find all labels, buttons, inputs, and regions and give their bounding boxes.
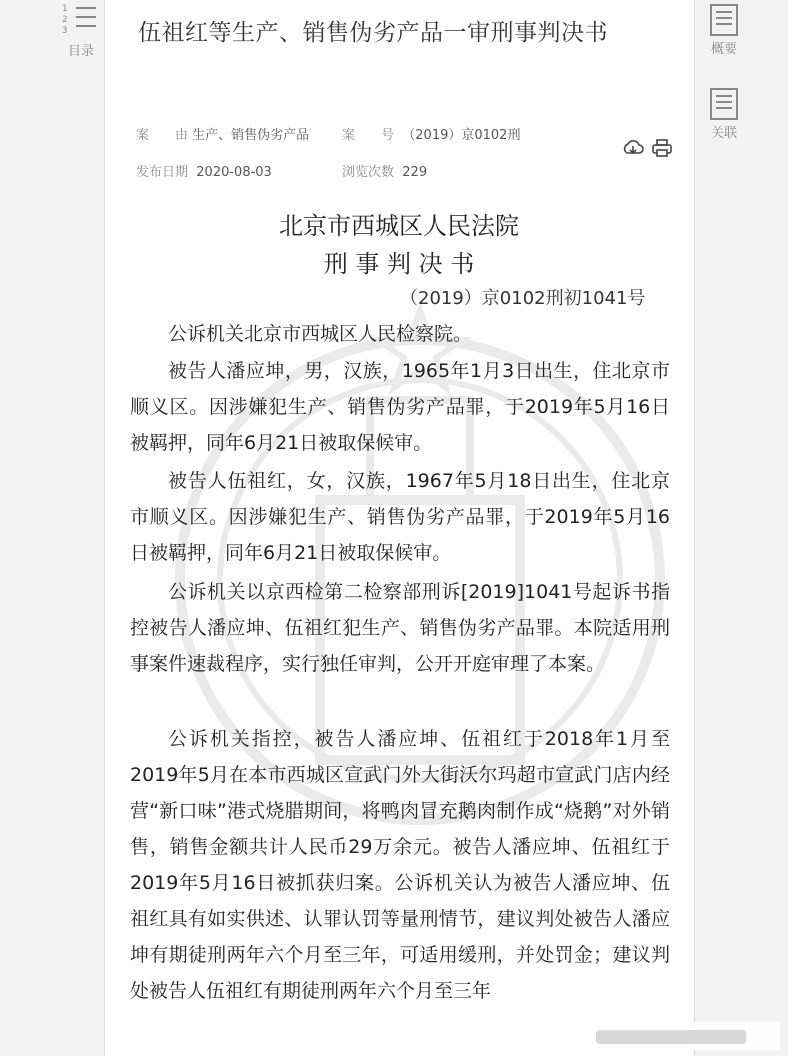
document-icon — [710, 88, 738, 120]
toc-button[interactable] — [60, 4, 104, 59]
right-sidebar — [694, 0, 788, 1056]
document-icon — [710, 4, 738, 36]
print-icon[interactable] — [651, 138, 675, 160]
document-title: 伍祖红等生产、销售伪劣产品一审刑事判决书 — [138, 20, 608, 46]
list-icon — [76, 7, 96, 34]
case-cause: 案 由 生产、销售伪劣产品 — [136, 128, 310, 143]
case-number: 案 号 （2019）京0102刑 — [342, 128, 521, 143]
overview-button[interactable] — [704, 4, 744, 64]
related-button[interactable] — [704, 88, 744, 148]
watermark-overlay — [590, 1022, 780, 1050]
document-actions — [622, 138, 675, 162]
court-name: 北京市西城区人民法院 — [279, 212, 519, 240]
paragraph: 公诉机关指控，被告人潘应坤、伍祖红于2018年1月至2019年5月在本市西城区宣武门外大街沃尔玛超市宣武门店内经营“新口味”港式烧腊期间，将鸭肉冒充鹅肉制作成“烧鹅”对外销售，销售金额共计人民币29万余元。被告人潘应坤、伍祖红于2019年5月16日被抓获归案。公诉机关认为被告人潘应坤、伍祖红具有如实供述、认罪认罚等量刑情节，建议判处被告人潘应坤有期徒刑两年六个月至三年，可适用缓刑，并处罚金；建议判处被告人伍祖红有期徒刑两年六个月至三年 — [130, 728, 670, 1002]
document-number: （2019）京0102刑初1041号 — [400, 288, 646, 309]
overview-label: 概要 — [710, 42, 737, 57]
publish-date: 发布日期 2020-08-03 — [136, 165, 272, 180]
left-sidebar — [0, 0, 105, 1056]
toc-label: 目录 — [68, 44, 95, 59]
paragraph: 被告人潘应坤，男，汉族，1965年1月3日出生，住北京市顺义区。因涉嫌犯生产、销售伪劣产品罪，于2019年5月16日被羁押，同年6月21日被取保候审。 — [130, 360, 670, 454]
paragraph: 公诉机关北京市西城区人民检察院。 — [168, 323, 473, 345]
document-type: 刑 事 判 决 书 — [323, 250, 475, 278]
download-icon[interactable] — [622, 138, 646, 160]
related-label: 关联 — [710, 126, 737, 141]
toc-numbers: 1 2 3 — [62, 4, 68, 36]
paragraph: 被告人伍祖红，女，汉族，1967年5月18日出生，住北京市顺义区。因涉嫌犯生产、销售伪劣产品罪，于2019年5月16日被羁押，同年6月21日被取保候审。 — [130, 470, 670, 564]
paragraph: 公诉机关以京西检第二检察部刑诉[2019]1041号起诉书指控被告人潘应坤、伍祖红犯生产、销售伪劣产品罪。本院适用刑事案件速裁程序，实行独任审判，公开开庭审理了本案。 — [130, 581, 670, 675]
view-count: 浏览次数 229 — [342, 165, 428, 180]
